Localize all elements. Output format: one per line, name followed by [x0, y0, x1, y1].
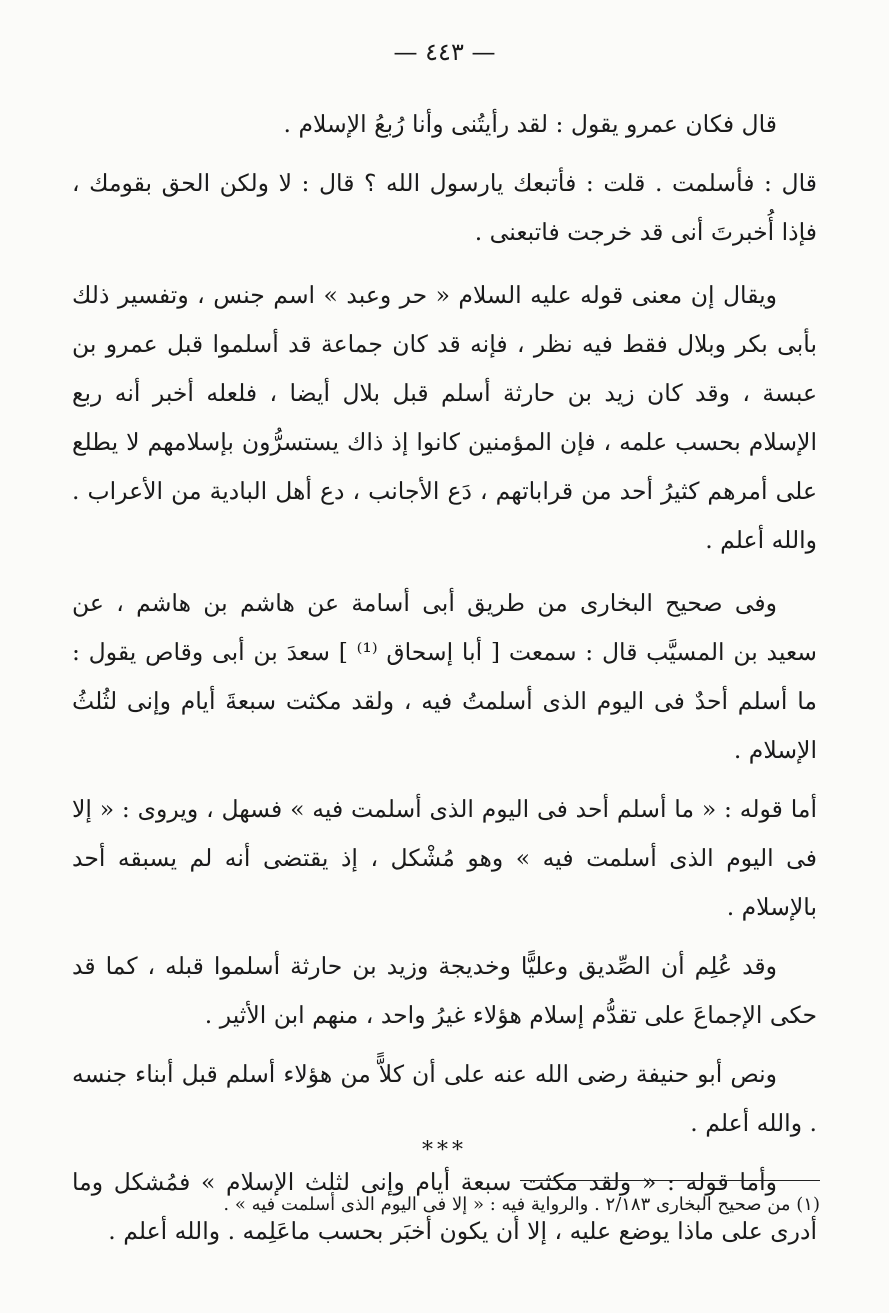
paragraph-2: قال : فأسلمت . قلت : فأتبعك يارسول الله ؟ قال : لا ولكن الحق بقومك ، فإذا أُخبرتَ أنى قد خرجت فاتبعنى . [72, 169, 817, 246]
paragraph-7: ونص أبو حنيفة رضى الله عنه على أن كلاًّ من هؤلاء أسلم قبل أبناء جنسه . والله أعلم . [72, 1060, 817, 1137]
footnote: (١) من صحيح البخارى ٢/١٨٣ . والرواية فيه : « إلا فى اليوم الذى أسلمت فيه » . [223, 1194, 820, 1215]
body-text [72, 100, 817, 1266]
paragraph-6: وقد عُلِم أن الصِّديق وعليًّا وخديجة وزيد بن حارثة أسلموا قبله ، كما قد حكى الإجماعَ على تقدُّم إسلام هؤلاء غيرُ واحد ، منهم ابن الأثير . [72, 952, 817, 1029]
page-number: — ٤٤٣ — [393, 38, 496, 66]
section-separator: *** [422, 1138, 467, 1163]
footnote-rule [520, 1180, 820, 1181]
paragraph-3: ويقال إن معنى قوله عليه السلام « حر وعبد » اسم جنس ، وتفسير ذلك بأبى بكر وبلال فقط فيه نظر ، فإنه قد كان جماعة قد أسلموا قبل عمرو بن عبسة ، وقد كان زيد بن حارثة أسلم قبل بلال أيضا ، فلعله أخبر أنه ربع الإسلام بحسب علمه ، فإن المؤمنين كانوا إذ ذاك يستسرُّون بإسلامهم لا يطلع على أمرهم كثيرُ أحد من قراباتهم ، دَع الأجانب ، دع أهل البادية من الأعراب . والله أعلم . [72, 281, 817, 554]
paragraph-8: وأما قوله : « ولقد مكثت سبعة أيام وإنى لثلث الإسلام » فمُشكل وما أدرى على ماذا يوضع عليه ، إلا أن يكون أخبَر بحسب ماعَلِمه . والله أعلم . [72, 1168, 817, 1245]
paragraph-5: أما قوله : « ما أسلم أحد فى اليوم الذى أسلمت فيه » فسهل ، ويروى : « إلا فى اليوم الذى أسلمت فيه » وهو مُشْكل ، إذ يقتضى أنه لم يسبقه أحد بالإسلام . [72, 795, 817, 921]
paragraph-1: قال فكان عمرو يقول : لقد رأيتُنى وأنا رُبعُ الإسلام . [283, 110, 777, 138]
paragraph-4: وفى صحيح البخارى من طريق أبى أسامة عن هاشم بن هاشم ، عن سعيد بن المسيَّب قال : سمعت [ أبا إسحاق ⁽¹⁾ ] سعدَ بن أبى وقاص يقول : ما أسلم أحدٌ فى اليوم الذى أسلمتُ فيه ، ولقد مكثت سبعةَ أيام وإنى لثُلثُ الإسلام . [72, 589, 817, 764]
